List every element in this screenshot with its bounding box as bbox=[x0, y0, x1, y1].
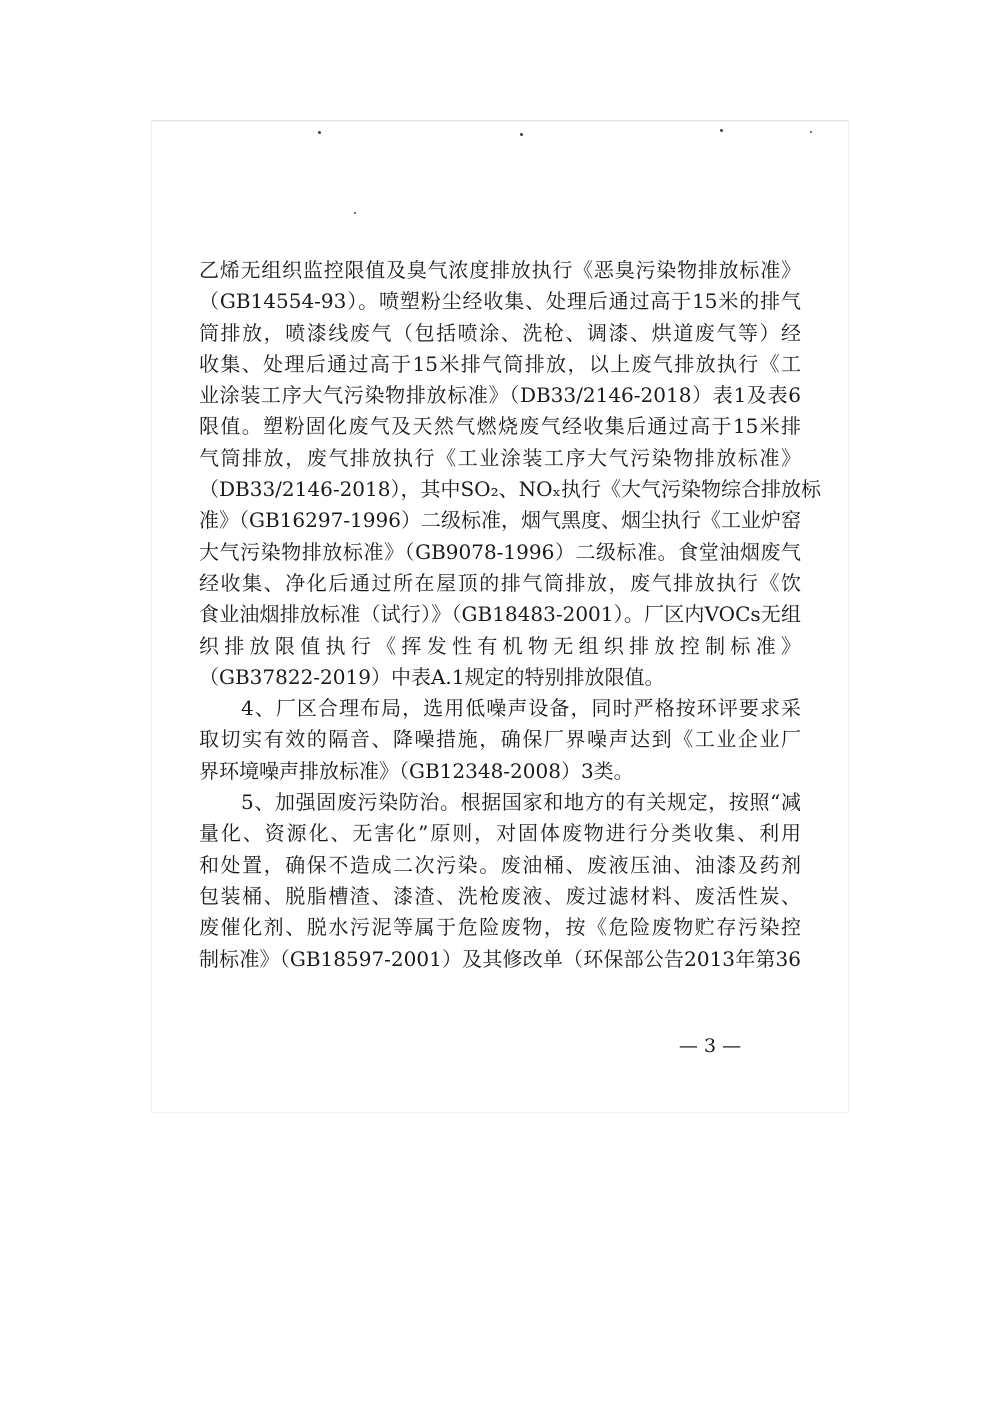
text-line: （GB14554-93）。喷塑粉尘经收集、处理后通过高于15米的排气 bbox=[199, 289, 801, 314]
text-line: 准》（GB16297-1996）二级标准，烟气黑度、烟尘执行《工业炉窑 bbox=[199, 508, 801, 533]
text-line: 筒排放，喷漆线废气（包括喷涂、洗枪、调漆、烘道废气等）经 bbox=[199, 320, 801, 345]
text-line: 大气污染物排放标准》（GB9078-1996）二级标准。食堂油烟废气 bbox=[199, 539, 801, 564]
text-line: 5、加强固废污染防治。根据国家和地方的有关规定，按照“减 bbox=[241, 790, 801, 815]
page-number: — 3 — bbox=[678, 1035, 742, 1057]
body-text bbox=[199, 255, 821, 975]
text-line: 限值。塑粉固化废气及天然气燃烧废气经收集后通过高于15米排 bbox=[199, 414, 801, 439]
scan-speck bbox=[520, 133, 523, 136]
text-line: 取切实有效的隔音、降噪措施，确保厂界噪声达到《工业企业厂 bbox=[199, 727, 801, 752]
text-line: 废催化剂、脱水污泥等属于危险废物，按《危险废物贮存污染控 bbox=[199, 915, 801, 940]
text-line: 乙烯无组织监控限值及臭气浓度排放执行《恶臭污染物排放标准》 bbox=[199, 258, 801, 282]
text-line: 制标准》（GB18597-2001）及其修改单（环保部公告2013年第36 bbox=[199, 946, 801, 971]
scan-speck bbox=[318, 131, 321, 134]
text-line: 织排放限值执行《挥发性有机物无组织排放控制标准》 bbox=[199, 633, 801, 658]
text-line: 业涂装工序大气污染物排放标准》（DB33/2146-2018）表1及表6 bbox=[199, 383, 801, 408]
text-line: 食业油烟排放标准（试行）》（GB18483-2001）。厂区内VOCs无组 bbox=[199, 602, 801, 627]
text-line: 量化、资源化、无害化”原则，对固体废物进行分类收集、利用 bbox=[199, 821, 801, 846]
scan-speck bbox=[354, 212, 356, 214]
text-line: （DB33/2146-2018），其中SO₂、NOₓ执行《大气污染物综合排放标 bbox=[199, 477, 821, 502]
scan-speck bbox=[810, 131, 812, 133]
text-line: 经收集、净化后通过所在屋顶的排气筒排放，废气排放执行《饮 bbox=[199, 570, 801, 595]
text-line: （GB37822-2019）中表A.1规定的特别排放限值。 bbox=[199, 664, 665, 689]
scan-speck bbox=[720, 129, 723, 132]
text-line: 包装桶、脱脂槽渣、漆渣、洗枪废液、废过滤材料、废活性炭、 bbox=[199, 883, 801, 908]
text-line: 4、厂区合理布局，选用低噪声设备，同时严格按环评要求采 bbox=[241, 696, 801, 721]
text-line: 收集、处理后通过高于15米排气筒排放，以上废气排放执行《工 bbox=[199, 351, 801, 376]
text-line: 气筒排放，废气排放执行《工业涂装工序大气污染物排放标准》 bbox=[199, 445, 801, 470]
text-line: 界环境噪声排放标准》（GB12348-2008）3类。 bbox=[199, 758, 634, 783]
text-line: 和处置，确保不造成二次污染。废油桶、废液压油、油漆及药剂 bbox=[199, 852, 801, 877]
